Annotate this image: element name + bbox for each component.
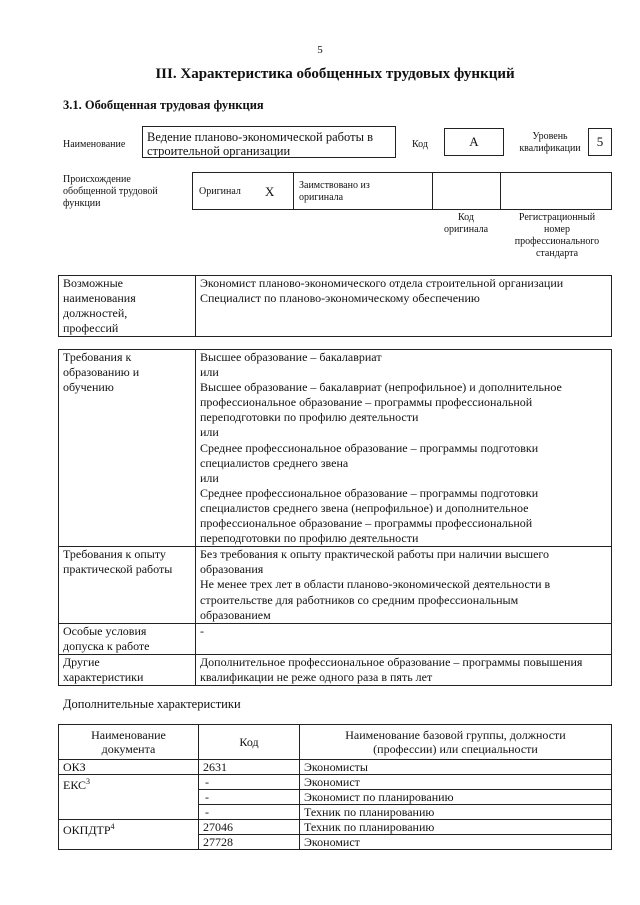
eks-code: - <box>199 790 300 805</box>
eks-doc-text: ЕКС <box>63 778 87 792</box>
education-line: Среднее профессиональное образование – программы подготовки <box>200 440 539 455</box>
other-characteristics-values <box>196 654 612 685</box>
registration-line4: стандарта <box>535 248 579 259</box>
positions-label-line: Возможные <box>63 276 123 290</box>
okz-doc: ОКЗ <box>59 760 199 775</box>
other-characteristics-label-line: характеристики <box>63 669 144 684</box>
experience-line: образования <box>200 562 264 577</box>
page-number: 5 <box>317 44 323 56</box>
function-name-line2: строительной организации <box>147 144 291 158</box>
education-line: или <box>200 470 219 485</box>
experience-line: образованием <box>200 607 271 622</box>
special-conditions-line: - <box>200 623 204 638</box>
education-line: Высшее образование – бакалавриат (непрофильное) и дополнительное <box>200 380 562 395</box>
positions-label-line: должностей, <box>63 306 128 321</box>
experience-label-line: практической работы <box>63 562 173 577</box>
subsection-title: 3.1. Обобщенная трудовая функция <box>63 98 264 112</box>
origin-divider-2 <box>432 172 433 210</box>
education-line: специалистов среднего звена (непрофильное) и дополнительное <box>200 500 529 515</box>
okpdtr-doc <box>59 820 199 850</box>
original-mark: Х <box>265 184 275 199</box>
experience-label-line: Требования к опыту <box>63 547 166 562</box>
code-original-line2: оригинала <box>443 224 489 235</box>
education-label-line: образованию и <box>63 365 140 380</box>
position-value: Специалист по планово-экономическому обеспечению <box>200 291 480 306</box>
code-value-box: А <box>444 128 504 156</box>
education-line: Среднее профессиональное образование – программы подготовки <box>200 485 539 500</box>
special-conditions-row <box>59 623 612 654</box>
borrowed-label-line1: Заимствовано из <box>299 180 370 191</box>
header-name-line: (профессии) или специальности <box>373 742 538 756</box>
borrowed-label-line2: оригинала <box>299 192 344 203</box>
okpdtr-code: 27728 <box>199 835 300 850</box>
education-line: специалистов среднего звена <box>200 455 349 470</box>
origin-divider-3 <box>500 172 501 210</box>
registration-caption <box>502 212 612 260</box>
table-row <box>59 760 612 775</box>
borrowed-label <box>299 180 370 204</box>
level-value-box: 5 <box>588 128 612 156</box>
name-label: Наименование <box>63 139 126 150</box>
okpdtr-name: Экономист <box>300 835 612 850</box>
eks-name: Экономист по планированию <box>300 790 612 805</box>
okz-name: Экономисты <box>300 760 612 775</box>
education-label <box>59 350 196 547</box>
other-characteristics-line: квалификации не реже одного раза в пять лет <box>200 669 433 684</box>
header-document-line: Наименование <box>91 728 166 742</box>
special-conditions-values <box>196 623 612 654</box>
section-title: III. Характеристика обобщенных трудовых функций <box>155 66 515 82</box>
eks-doc <box>59 775 199 820</box>
origin-label <box>63 174 158 210</box>
origin-table <box>192 172 612 210</box>
table-row <box>59 820 612 835</box>
okpdtr-code: 27046 <box>199 820 300 835</box>
table-row <box>59 775 612 790</box>
experience-line: строительстве для работников со средним профессиональным <box>200 592 519 607</box>
requirements-table <box>58 349 612 686</box>
code-original-line1: Код <box>458 212 474 223</box>
education-line: профессиональное образование – программы профессиональной <box>200 395 533 410</box>
code-original-caption <box>432 212 500 236</box>
header-document <box>59 725 199 760</box>
level-label-line2: квалификации <box>519 143 581 154</box>
eks-code: - <box>199 775 300 790</box>
okpdtr-doc-text: ОКПДТР <box>63 823 111 837</box>
code-label: Код <box>412 139 428 150</box>
position-value: Экономист планово-экономического отдела строительной организации <box>200 276 564 290</box>
origin-label-line1: Происхождение <box>63 174 131 185</box>
experience-line: Без требования к опыту практической работы при наличии высшего <box>200 547 550 562</box>
education-line: Высшее образование – бакалавриат <box>200 350 382 364</box>
education-line: профессиональное образование – программы профессиональной <box>200 516 533 531</box>
registration-line2: номер <box>544 224 570 235</box>
header-name-line: Наименование базовой группы, должности <box>345 728 566 742</box>
special-conditions-label <box>59 623 196 654</box>
original-label: Оригинал <box>199 186 241 197</box>
other-characteristics-label <box>59 654 196 685</box>
origin-label-line2: обобщенной трудовой <box>63 186 158 197</box>
other-characteristics-row <box>59 654 612 685</box>
positions-label-line: профессий <box>63 321 119 336</box>
origin-label-line3: функции <box>63 198 101 209</box>
special-conditions-label-line: допуска к работе <box>63 638 150 653</box>
positions-values <box>196 276 612 337</box>
eks-name: Техник по планированию <box>300 805 612 820</box>
education-line: переподготовки по профилю деятельности <box>200 410 419 425</box>
experience-row <box>59 547 612 623</box>
education-line: или <box>200 425 219 440</box>
additional-title: Дополнительные характеристики <box>63 697 241 711</box>
other-characteristics-label-line: Другие <box>63 654 100 669</box>
origin-divider-1 <box>293 172 294 210</box>
positions-label-line: наименования <box>63 291 136 306</box>
okpdtr-footnote: 4 <box>110 822 115 831</box>
experience-label <box>59 547 196 623</box>
education-label-line: Требования к <box>63 350 132 364</box>
okpdtr-name: Техник по планированию <box>300 820 612 835</box>
level-label <box>510 131 590 155</box>
education-label-line: обучению <box>63 380 114 395</box>
positions-label <box>59 276 196 337</box>
eks-code: - <box>199 805 300 820</box>
function-name-box <box>142 126 396 158</box>
additional-table <box>58 724 612 850</box>
eks-name: Экономист <box>300 775 612 790</box>
positions-table <box>58 275 612 337</box>
okz-code: 2631 <box>199 760 300 775</box>
registration-line3: профессионального <box>514 236 600 247</box>
level-label-line1: Уровень <box>532 131 568 142</box>
header-document-line: документа <box>101 742 156 756</box>
education-row <box>59 350 612 547</box>
experience-values <box>196 547 612 623</box>
registration-line1: Регистрационный <box>518 212 596 223</box>
function-name-line1: Ведение планово-экономической работы в <box>147 130 374 144</box>
experience-line: Не менее трех лет в области планово-экономической деятельности в <box>200 577 551 592</box>
education-line: или <box>200 365 219 380</box>
header-name <box>300 725 612 760</box>
special-conditions-label-line: Особые условия <box>63 623 147 638</box>
education-line: переподготовки по профилю деятельности <box>200 531 419 546</box>
education-values <box>196 350 612 547</box>
additional-header-row <box>59 725 612 760</box>
other-characteristics-line: Дополнительное профессиональное образование – программы повышения <box>200 654 583 669</box>
eks-footnote: 3 <box>86 777 91 786</box>
header-code: Код <box>199 725 300 760</box>
